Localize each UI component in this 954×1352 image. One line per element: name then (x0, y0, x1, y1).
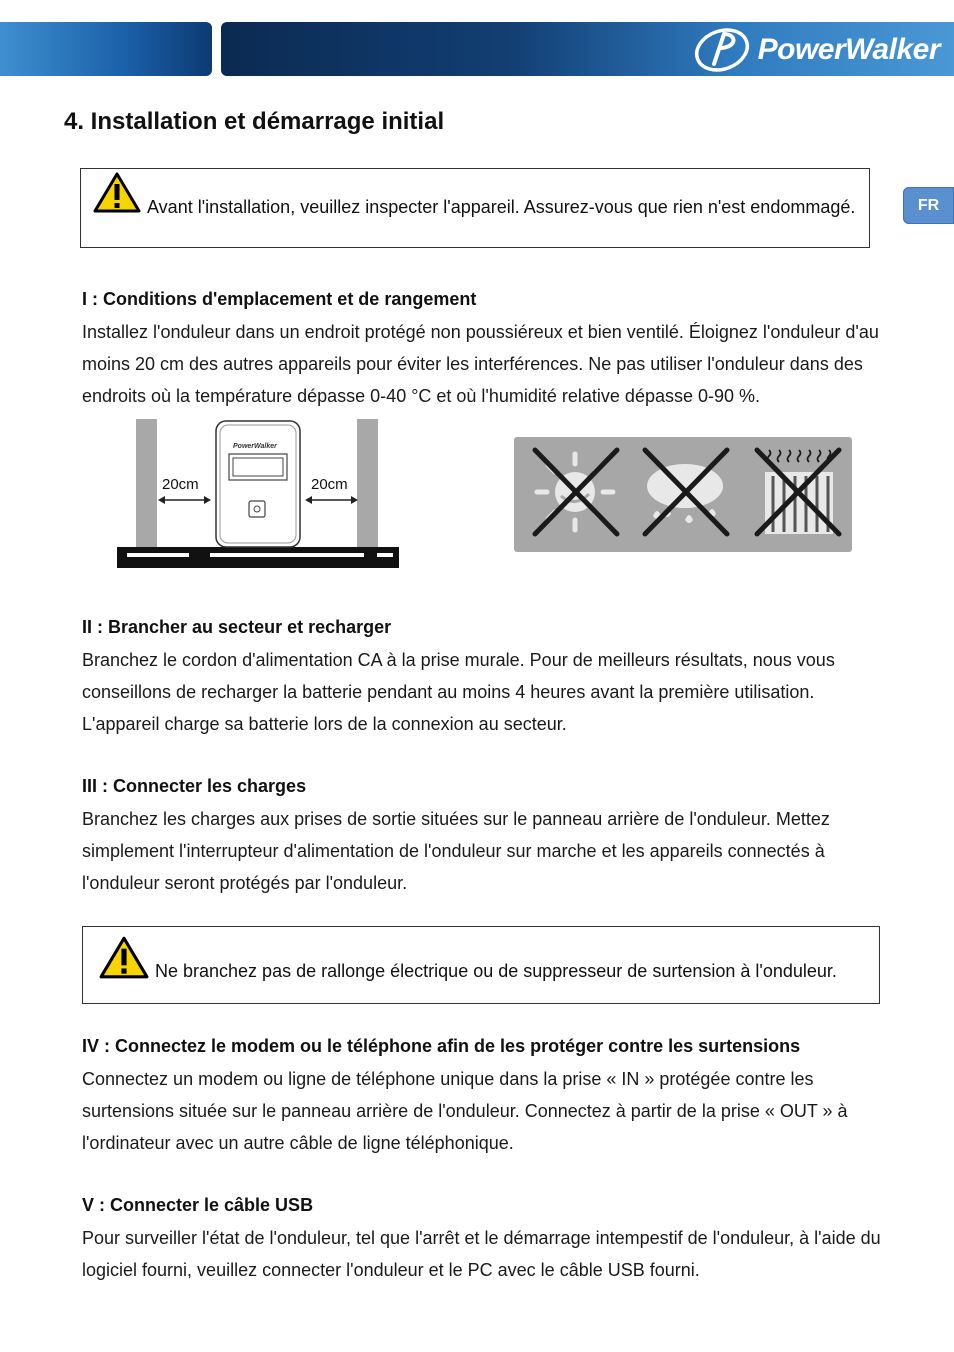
device-brand-label: PowerWalker (233, 443, 277, 450)
ups-device-icon (216, 421, 300, 547)
header-banner (0, 20, 954, 78)
page-title: 4. Installation et démarrage initial (64, 108, 445, 135)
clearance-arrow-right (305, 496, 358, 504)
section-heading-loads: III : Connecter les charges (82, 776, 307, 796)
warning-icon (99, 935, 149, 989)
ups-clearance-diagram (115, 418, 405, 570)
warning-icon (93, 171, 141, 223)
warning-note-text: Ne branchez pas de rallonge électrique ou de suppresseur de surtension à l'onduleur. (155, 961, 837, 981)
prohibited-conditions-figure (513, 436, 853, 559)
clearance-arrow-left (158, 496, 211, 504)
brand-logo (692, 28, 940, 72)
header-main-block (221, 22, 954, 76)
section-body-loads: Branchez les charges aux prises de sortie situées sur le panneau arrière de l'onduleur. Mettez simplement l'interrupteur d'alimentation de l'onduleur sur marche et les appareils connectés à l'onduleur seront protégés par l'onduleur. (82, 809, 830, 893)
prohibited-icons-panel (513, 436, 853, 554)
section-body-modem: Connectez un modem ou ligne de téléphone unique dans la prise « IN » protégée contre les surtensions située sur le panneau arrière de l'onduleur. Connectez à partir de la prise « OUT » à l'ordinateur avec un autre câble de ligne téléphonique. (82, 1069, 848, 1153)
section-heading-mains: II : Brancher au secteur et recharger (82, 617, 392, 637)
warning-note-extension (82, 926, 880, 1004)
section-heading-placement: I : Conditions d'emplacement et de rangement (82, 289, 477, 309)
section-body-mains: Branchez le cordon d'alimentation CA à la prise murale. Pour de meilleurs résultats, nous vous conseillons de recharger la batterie pendant au moins 4 heures avant la première utilisation. L'appareil charge sa batterie lors de la connexion au secteur. (82, 650, 835, 734)
header-left-block (0, 22, 212, 76)
clearance-label-left: 20cm (162, 476, 199, 493)
warning-note-text: Avant l'installation, veuillez inspecter l'appareil. Assurez-vous que rien n'est endommagé. (147, 197, 856, 217)
section-body-placement: Installez l'onduleur dans un endroit protégé non poussiéreux et bien ventilé. Éloignez l'onduleur d'au moins 20 cm des autres appareils pour éviter les interférences. Ne pas utiliser l'onduleur dans des endroits où la température dépasse 0-40 °C et où l'humidité relative dépasse 0-90 %. (82, 322, 879, 406)
warning-note-inspection (80, 168, 870, 248)
language-tab[interactable]: FR (903, 187, 954, 224)
clearance-figure (115, 418, 405, 575)
powerwalker-logo-icon (692, 28, 754, 72)
brand-name: PowerWalker (757, 33, 940, 66)
section-heading-usb: V : Connecter le câble USB (82, 1195, 314, 1215)
clearance-label-right: 20cm (311, 476, 348, 493)
section-body-usb: Pour surveiller l'état de l'onduleur, tel que l'arrêt et le démarrage intempestif de l'onduleur, à l'aide du logiciel fourni, veuillez connecter l'onduleur et le PC avec le câble USB fourni. (82, 1228, 881, 1280)
section-heading-modem: IV : Connectez le modem ou le téléphone afin de les protéger contre les surtensions (82, 1036, 801, 1056)
